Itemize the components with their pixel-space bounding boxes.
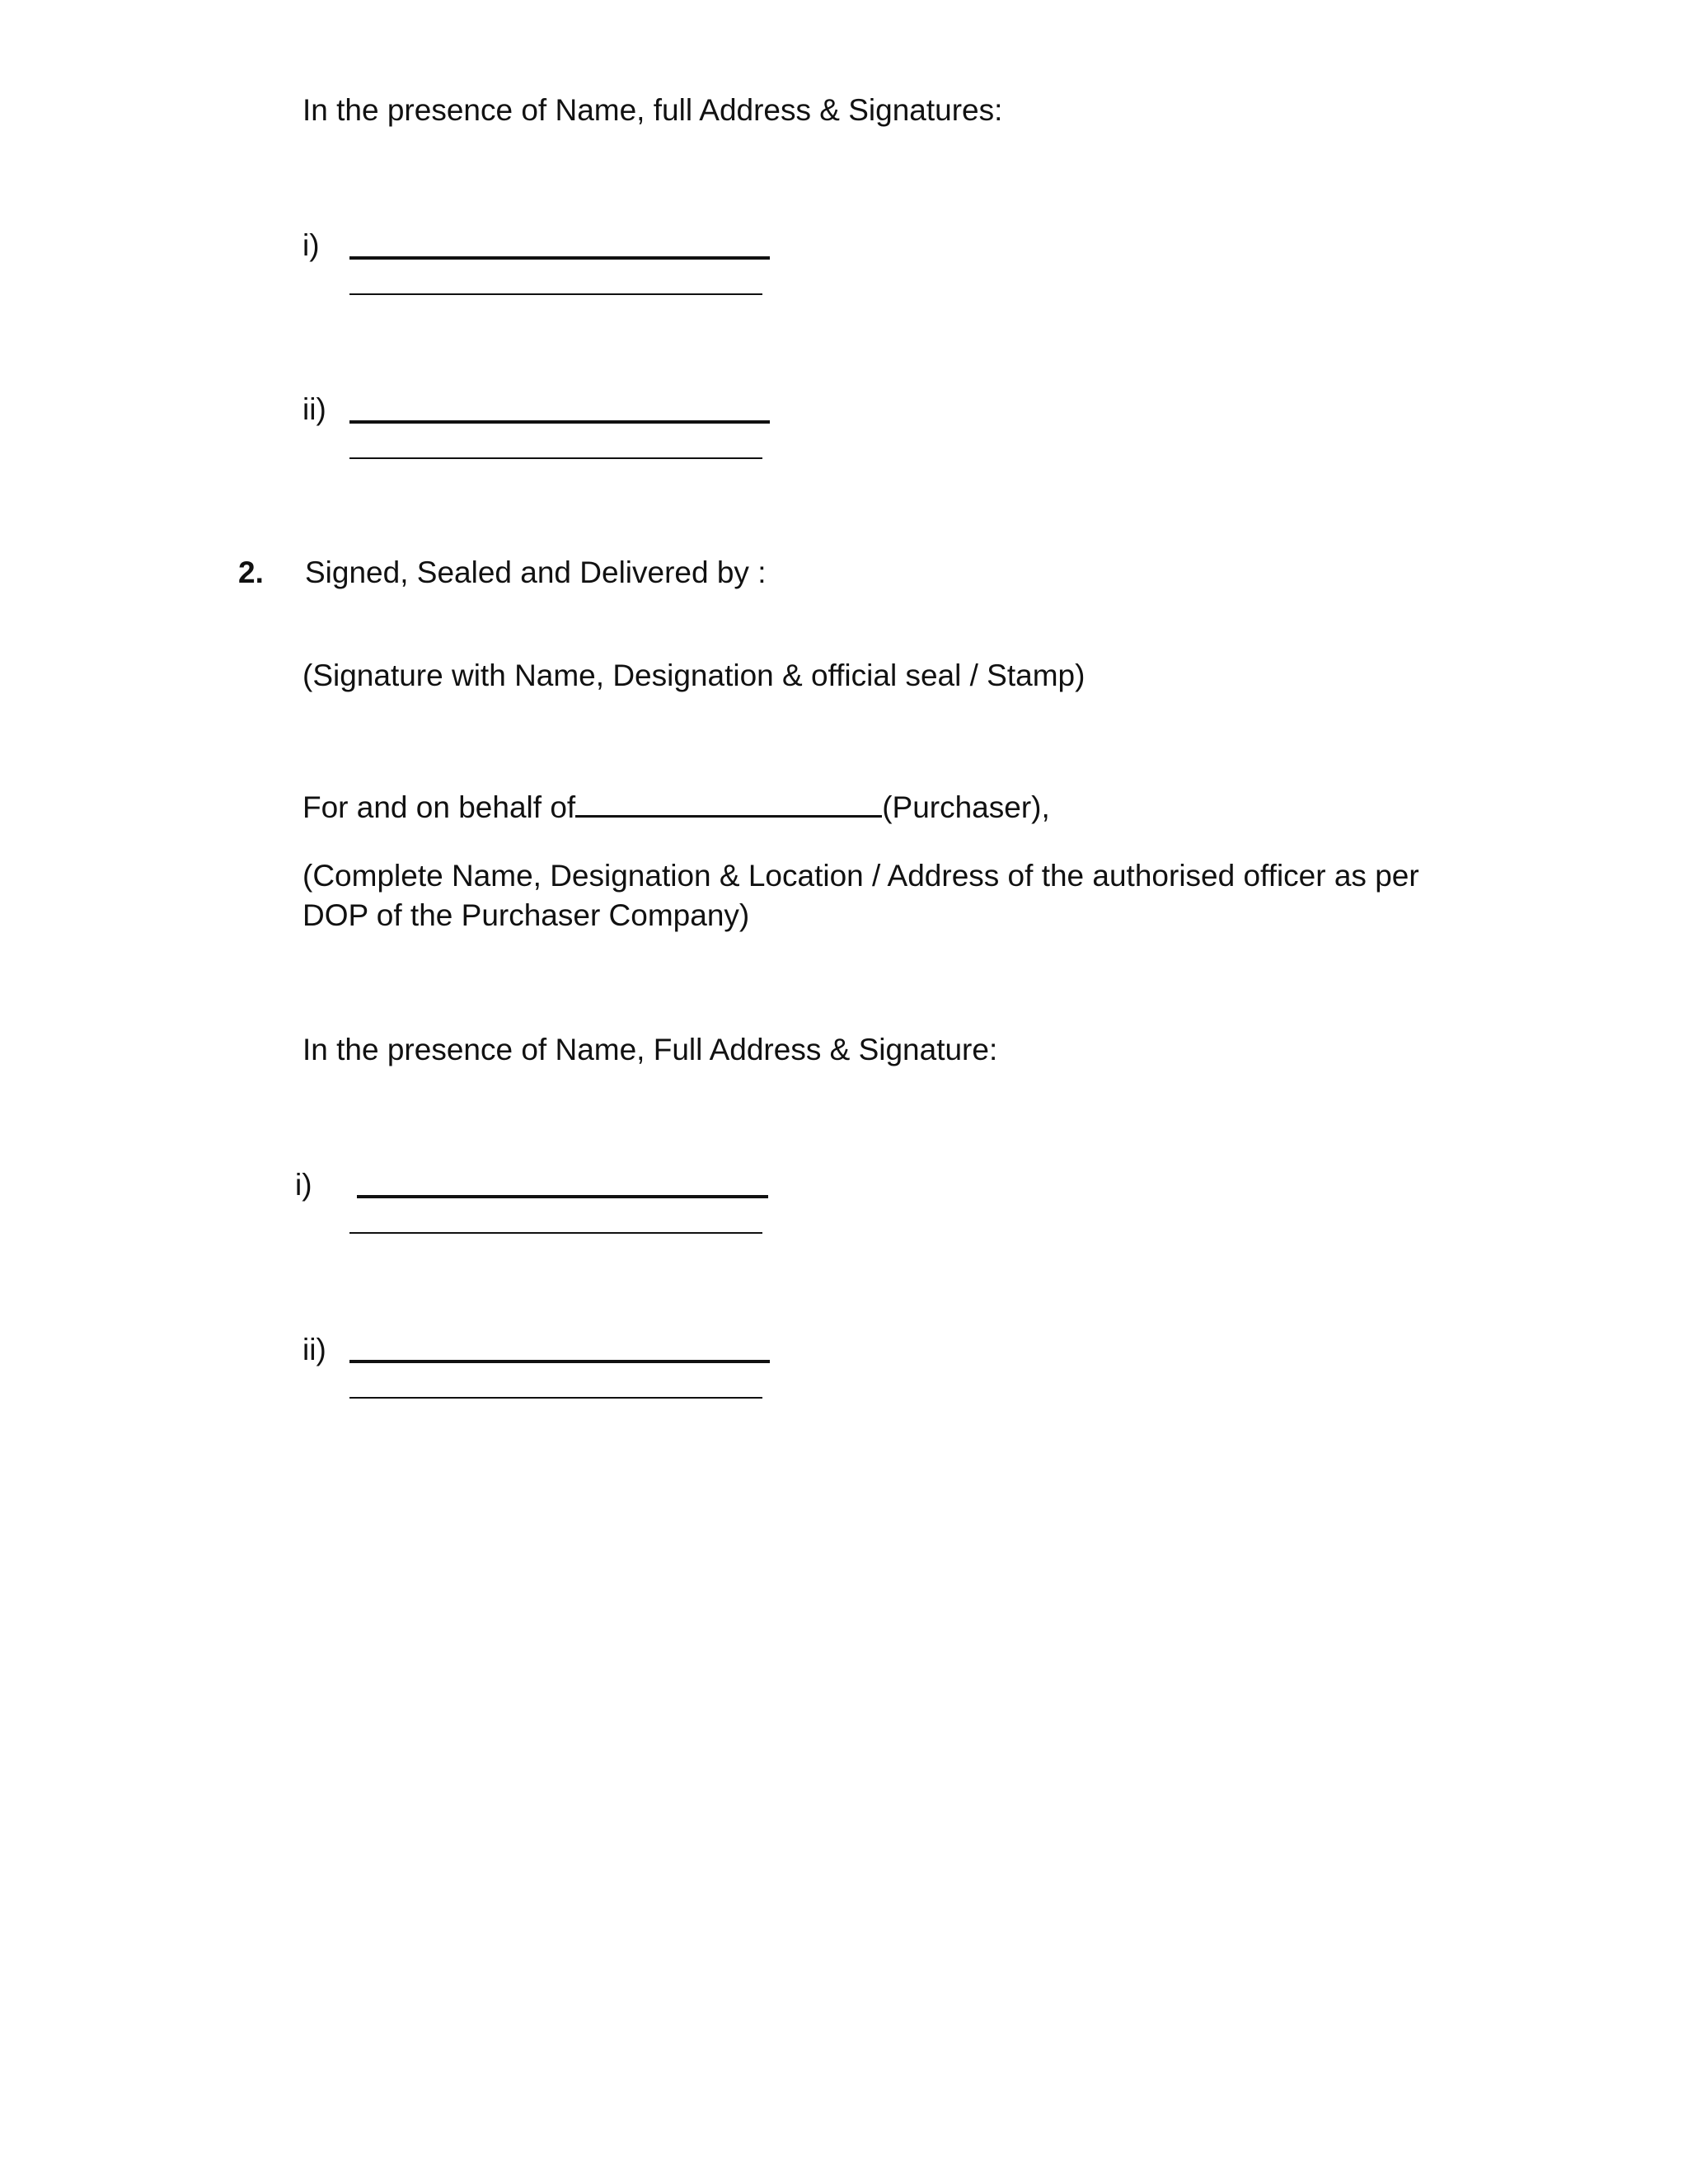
officer-note: (Complete Name, Designation & Location / Address of the authorised officer as per DOP of the Purchaser Company) — [302, 859, 1419, 932]
witness-marker-1-ii: ii) — [302, 392, 326, 426]
witness-name-line-1-ii[interactable] — [349, 420, 770, 424]
signature-note: (Signature with Name, Designation & official seal / Stamp) — [302, 658, 1085, 692]
witness-name-line-2-ii[interactable] — [349, 1360, 770, 1363]
behalf-suffix: (Purchaser), — [882, 790, 1050, 824]
purchaser-name-blank[interactable] — [575, 790, 882, 818]
witness-marker-1-i: i) — [302, 228, 320, 262]
section-number: 2. — [238, 555, 264, 589]
witness-address-line-2-ii[interactable] — [349, 1397, 762, 1399]
behalf-prefix: For and on behalf of — [302, 790, 576, 824]
witness-address-line-2-i[interactable] — [349, 1232, 762, 1234]
presence-text-2: In the presence of Name, Full Address & Signature: — [302, 1033, 998, 1066]
witness-address-line-1-ii[interactable] — [349, 457, 762, 459]
presence-text-1: In the presence of Name, full Address & Signatures: — [302, 93, 1003, 127]
behalf-line — [302, 788, 1050, 827]
section-heading: Signed, Sealed and Delivered by : — [305, 555, 767, 589]
witness-address-line-1-i[interactable] — [349, 293, 762, 295]
witness-name-line-1-i[interactable] — [349, 256, 770, 260]
witness-marker-2-i: i) — [295, 1168, 312, 1202]
witness-marker-2-ii: ii) — [302, 1333, 326, 1366]
witness-name-line-2-i[interactable] — [357, 1195, 768, 1198]
